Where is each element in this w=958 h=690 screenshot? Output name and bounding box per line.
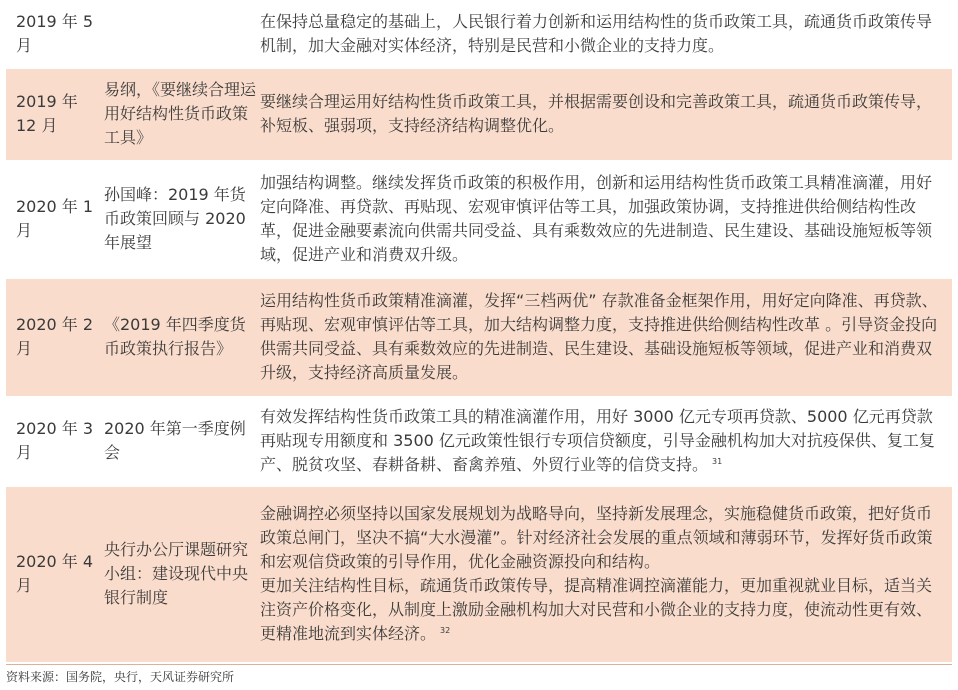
policy-timeline-table — [6, 0, 952, 663]
footnote-ref: 32 — [440, 625, 451, 635]
content-cell — [256, 0, 952, 68]
source-cell: 孙国峰：2019 年货币政策回顾与 2020 年展望 — [104, 185, 246, 252]
source-cell: 《2019 年四季度货币政策执行报告》 — [102, 278, 256, 396]
source-cell: 央行办公厅课题研究小组：建设现代中央银行制度 — [102, 486, 256, 662]
table-row — [6, 486, 952, 662]
table-bottom-rule — [6, 664, 952, 665]
content-text: 有效发挥结构性货币政策工具的精准滴灌作用，用好 3000 亿元专项再贷款、5000 亿元再贷款再贴现专用额度和 3500 亿元政策性银行专项信贷额度，引导金融机构加大对抗疫保供、复工复产、脱贫攻坚、春耕备耕、畜禽养殖、外贸行业等的信贷支持。 — [260, 407, 935, 474]
date-cell: 2019 年 12 月 — [6, 68, 102, 160]
table-row — [6, 0, 952, 68]
date-cell: 2020 年 2 月 — [6, 278, 102, 396]
source-cell — [102, 0, 256, 68]
content-cell — [256, 278, 952, 396]
date-cell: 2020 年 4 月 — [6, 486, 102, 662]
date-cell: 2019 年 5 月 — [16, 11, 94, 55]
table-row — [6, 68, 952, 160]
content-cell — [256, 160, 952, 278]
source-cell: 易纲，《要继续合理运用好结构性货币政策工具》 — [102, 68, 256, 160]
date-cell: 2020 年 3 月 — [16, 419, 94, 462]
source-footnote: 资料来源：国务院，央行，天风证券研究所 — [6, 670, 235, 684]
content-text: 更加关注结构性目标，疏通货币政策传导，提高精准调控滴灌能力，更加重视就业目标，适当关注资产价格变化，从制度上激励金融机构加大对民营和小微企业的支持力度，使流动性更有效、更精准地流到实体经济。 — [260, 576, 933, 643]
content-cell — [256, 396, 952, 486]
date-cell: 2020 年 1 月 — [16, 197, 94, 240]
content-paragraph: 加强结构调整。继续发挥货币政策的积极作用，创新和运用结构性货币政策工具精准滴灌，用好定向降准、再贷款、再贴现、宏观审慎评估等工具，加强政策协调，支持推进供给侧结构性改革，促进金融要素流向供需共同受益、具有乘数效应的先进制造、民生建设、基础设施短板等领域，促进产业和消费双升级。 — [260, 173, 933, 264]
content-paragraph — [260, 405, 944, 477]
source-cell: 2020 年第一季度例会 — [104, 419, 246, 462]
table-row — [6, 278, 952, 396]
content-paragraph: 在保持总量稳定的基础上，人民银行着力创新和运用结构性的货币政策工具，疏通货币政策传导机制，加大金融对实体经济，特别是民营和小微企业的支持力度。 — [260, 11, 933, 55]
content-paragraph: 运用结构性货币政策精准滴灌，发挥“三档两优” 存款准备金框架作用，用好定向降准、再贷款、再贴现、宏观审慎评估等工具，加大结构调整力度，支持推进供给侧结构性改革 。引导资金投向供需共同受益、具有乘数效应的先进制造、民生建设、基础设施短板等领域，促进产业和消费双升级，支持经济高质量发展。 — [260, 291, 938, 382]
table-row — [6, 160, 952, 278]
content-cell — [256, 68, 952, 160]
content-paragraph: 金融调控必须坚持以国家发展规划为战略导向，坚持新发展理念，实施稳健货币政策，把好货币政策总闸门，坚决不搞“大水漫灌”。针对经济社会发展的重点领域和薄弱环节，发挥好货币政策和宏观信贷政策的引导作用，优化金融资源投向和结构。 — [260, 504, 933, 571]
content-cell — [256, 486, 952, 662]
content-paragraph — [260, 574, 944, 646]
footnote-ref: 31 — [712, 456, 723, 466]
content-paragraph: 要继续合理运用好结构性货币政策工具，并根据需要创设和完善政策工具，疏通货币政策传导，补短板、强弱项，支持经济结构调整优化。 — [260, 92, 933, 135]
table-row — [6, 396, 952, 486]
